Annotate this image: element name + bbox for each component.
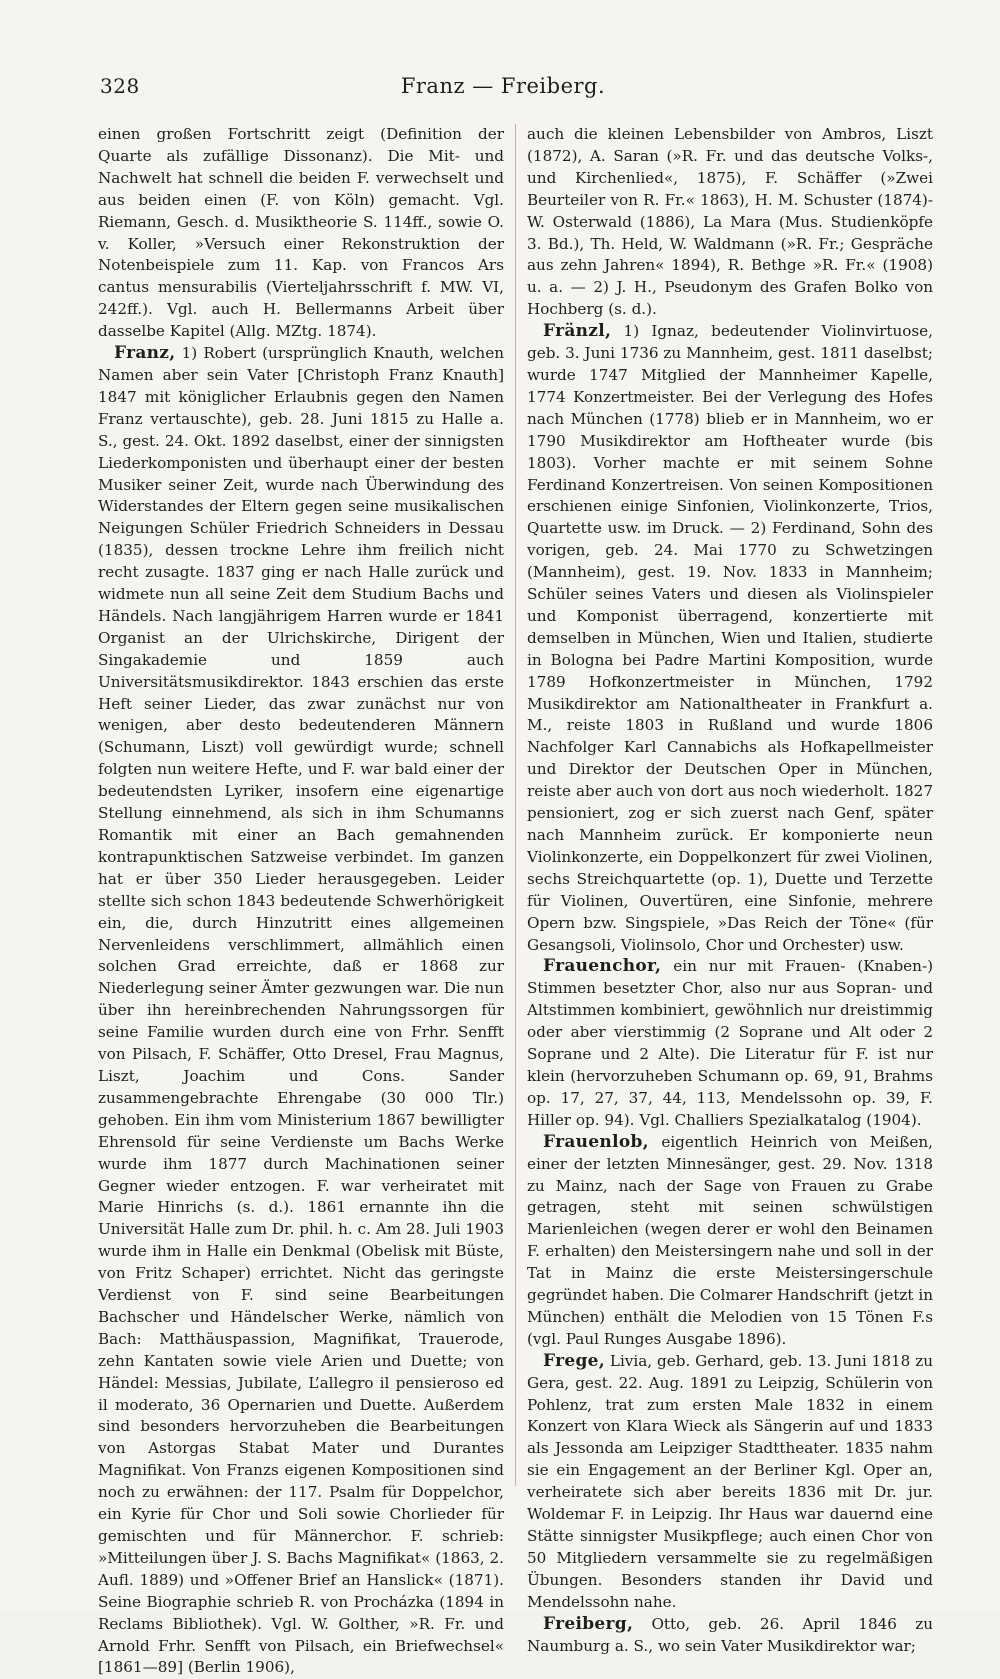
headword-frauenchor: Frauenchor,: [543, 956, 662, 977]
entry-frauenlob-text: eigentlich Heinrich von Meißen, einer der letzten Minnesänger, gest. 29. Nov. 1318 zu Mainz, nach der Sage von Frauen zu Grabe getragen, steht mit seinen schwülstigen Marienleichen (wegen derer er wohl den Beinamen F. erhalten) den Meistersingern nahe und soll in der Tat in Mainz die erste Meistersingerschule gegründet haben. Die Colmarer Handschrift (jetzt in München) enthält die Melodien von 15 Tönen F.s (vgl. Paul Runges Ausgabe 1896).: [527, 1132, 933, 1348]
page-number: 328: [100, 74, 140, 98]
continued-entry-text-right: auch die kleinen Lebensbilder von Ambros, Liszt (1872), A. Saran (»R. Fr. und das deutsche Volks-, und Kirchenlied«, 1875), F. Schäffer (»Zwei Beurteiler von R. Fr.« 1863), H. M. Schuster (1874)-W. Osterwald (1886), La Mara (Mus. Studienköpfe 3. Bd.), Th. Held, W. Waldmann (»R. Fr.; Gespräche aus zehn Jahren« 1894), R. Bethge »R. Fr.« (1908) u. a. — 2) J. H., Pseudonym des Grafen Bolko von Hochberg (s. d.).: [527, 125, 933, 319]
entry-freiberg: [527, 1614, 933, 1658]
entry-frege: [527, 1351, 933, 1614]
entry-franz-text: 1) Robert (ursprünglich Knauth, welchen Namen aber sein Vater [Christoph Franz Knauth] 1847 mit königlicher Erlaubnis gegen den Namen Franz vertauschte), geb. 28. Juni 1815 zu Halle a. S., gest. 24. Okt. 1892 daselbst, einer der sinnigsten Liederkomponisten und überhaupt einer der besten Musiker seiner Zeit, wurde nach Überwindung des Widerstandes der Eltern gegen seine musikalischen Neigungen Schüler Friedrich Schneiders in Dessau (1835), dessen trockne Lehre ihm freilich nicht recht zusagte. 1837 ging er nach Halle zurück und widmete nun all seine Zeit dem Studium Bachs und Händels. Nach langjährigem Harren wurde er 1841 Organist an der Ulrichskirche, Dirigent der Singakademie und 1859 auch Universitätsmusikdirektor. 1843 erschien das erste Heft seiner Lieder, das zwar zunächst nur von wenigen, aber desto bedeutenderen Männern (Schumann, Liszt) voll gewürdigt wurde; schnell folgten nun weitere Hefte, und F. war bald einer der bedeutendsten Lyriker, insofern eine eigenartige Stellung einnehmend, als sich in ihm Schumanns Romantik mit einer an Bach gemahnenden kontrapunktischen Satzweise verbindet. Im ganzen hat er über 350 Lieder herausgegeben. Leider stellte sich schon 1843 bedeutende Schwerhörigkeit ein, die, durch Hinzutritt eines allgemeinen Nervenleidens verschlimmert, allmählich einen solchen Grad erreichte, daß er 1868 zur Niederlegung seiner Ämter gezwungen war. Die nun über ihn hereinbrechenden Nahrungssorgen für seine Familie wurden durch eine von Frhr. Senfft von Pilsach, F. Schäffer, Otto Dresel, Frau Magnus, Liszt, Joachim und Cons. Sander zusammengebrachte Ehrengabe (30 000 Tlr.) gehoben. Ein ihm vom Ministerium 1867 bewilligter Ehrensold für seine Verdienste um Bachs Werke wurde ihm 1877 durch Machinationen seiner Gegner wieder entzogen. F. war verheiratet mit Marie Hinrichs (s. d.). 1861 ernannte ihn die Universität Halle zum Dr. phil. h. c. Am 28. Juli 1903 wurde ihm in Halle ein Denkmal (Obelisk mit Büste, von Fritz Schaper) errichtet. Nicht das geringste Verdienst von F. sind seine Bearbeitungen Bachscher und Händelscher Werke, nämlich von Bach: Matthäuspassion, Magnifikat, Trauerode, zehn Kantaten sowie viele Arien und Duette; von Händel: Messias, Jubilate, L’allegro il pensieroso ed il moderato, 36 Opernarien und Duette. Außerdem sind besonders hervorzuheben die Bearbeitungen von Astorgas Stabat Mater und Durantes Magnifikat. Von Franzs eigenen Kompositionen sind noch zu erwähnen: der 117. Psalm für Doppelchor, ein Kyrie für Chor und Soli sowie Chorlieder für gemischten und für Männerchor. F. schrieb: »Mitteilungen über J. S. Bachs Magnifikat« (1863, 2. Aufl. 1889) und »Offener Brief an Hanslick« (1871). Seine Biographie schrieb R. von Procházka (1894 in Reclams Bibliothek). Vgl. W. Golther, »R. Fr. und Arnold Frhr. Senfft von Pilsach, ein Briefwechsel« [1861—89] (Berlin 1906),: [98, 344, 504, 1677]
left-column: [98, 124, 504, 1677]
entry-frauenlob: [527, 1132, 933, 1351]
entry-frauenchor-text: ein nur mit Frauen- (Knaben-) Stimmen besetzter Chor, also nur aus Sopran- und Altstimmen kombiniert, gewöhnlich nur dreistimmig oder aber vierstimmig (2 Soprane und Alt oder 2 Soprane und 2 Alte). Die Literatur für F. ist nur klein (hervorzuheben Schumann op. 69, 91, Brahms op. 17, 27, 37, 44, 113, Mendelssohn op. 39, F. Hiller op. 94). Vgl. Challiers Spezialkatalog (1904).: [527, 957, 933, 1129]
right-column: [527, 124, 933, 1655]
headword-frauenlob: Frauenlob,: [543, 1131, 649, 1152]
running-head: [100, 74, 906, 108]
entry-franz: [98, 343, 504, 1679]
headword-fraenzl: Fränzl,: [543, 321, 612, 342]
column-divider: [515, 124, 516, 1486]
entry-freiberg-text: Otto, geb. 26. April 1846 zu Naumburg a. S., wo sein Vater Musikdirektor war;: [527, 1614, 933, 1655]
page-title: Franz — Freiberg.: [400, 74, 606, 98]
entry-frauenchor: [527, 956, 933, 1131]
continued-entry-text: einen großen Fortschritt zeigt (Definition der Quarte als zufällige Dissonanz). Die Mit- und Nachwelt hat schnell die beiden F. verwechselt und aus beiden einen (F. von Köln) gemacht. Vgl. Riemann, Gesch. d. Musiktheorie S. 114ff., sowie O. v. Koller, »Versuch einer Rekonstruktion der Notenbeispiele zum 11. Kap. von Francos Ars cantus mensurabilis (Vierteljahrsschrift f. MW. VI, 242ff.). Vgl. auch H. Bellermanns Arbeit über dasselbe Kapitel (Allg. MZtg. 1874).: [98, 125, 504, 341]
entry-fraenzl: [527, 321, 933, 956]
entry-frege-text: Livia, geb. Gerhard, geb. 13. Juni 1818 zu Gera, gest. 22. Aug. 1891 zu Leipzig, Schülerin von Pohlenz, trat zum ersten Male 1832 in einem Konzert von Klara Wieck als Sängerin auf und 1833 als Jessonda am Leipziger Stadttheater. 1835 nahm sie ein Engagement an der Berliner Kgl. Oper an, verheiratete sich aber bereits 1836 mit Dr. jur. Woldemar F. in Leipzig. Ihr Haus war dauernd eine Stätte sinnigster Musikpflege; auch einen Chor von 50 Mitgliedern versammelte sie zu regelmäßigen Übungen. Besonders standen ihr David und Mendelssohn nahe.: [527, 1351, 933, 1611]
entry-fraenzl-text: 1) Ignaz, bedeutender Violinvirtuose, geb. 3. Juni 1736 zu Mannheim, gest. 1811 daselbst; wurde 1747 Mitglied der Mannheimer Kapelle, 1774 Konzertmeister. Bei der Verlegung des Hofes nach München (1778) blieb er in Mannheim, wo er 1790 Musikdirektor am Hoftheater wurde (bis 1803). Vorher machte er mit seinem Sohne Ferdinand Konzertreisen. Von seinen Kompositionen erschienen einige Sinfonien, Violinkonzerte, Trios, Quartette usw. im Druck. — 2) Ferdinand, Sohn des vorigen, geb. 24. Mai 1770 zu Schwetzingen (Mannheim), gest. 19. Nov. 1833 in Mannheim; Schüler seines Vaters und diesen als Violinspieler und Komponist überragend, konzertierte mit demselben in München, Wien und Italien, studierte in Bologna bei Padre Martini Komposition, wurde 1789 Hofkonzertmeister in München, 1792 Musikdirektor am Nationaltheater in Frankfurt a. M., reiste 1803 in Rußland und wurde 1806 Nachfolger Karl Cannabichs als Hofkapellmeister und Direktor der Deutschen Oper in München, reiste aber auch von dort aus noch wiederholt. 1827 pensioniert, zog er sich zuerst nach Genf, später nach Mannheim zurück. Er komponierte neun Violinkonzerte, ein Doppelkonzert für zwei Violinen, sechs Streichquartette (op. 1), Duette und Terzette für Violinen, Ouvertüren, eine Sinfonie, mehrere Opern bzw. Singspiele, »Das Reich der Töne« (für Gesangsoli, Violinsolo, Chor und Orchester) usw.: [527, 322, 933, 954]
headword-freiberg: Freiberg,: [543, 1613, 634, 1634]
headword-franz: Franz,: [114, 343, 176, 364]
headword-frege: Frege,: [543, 1350, 605, 1371]
